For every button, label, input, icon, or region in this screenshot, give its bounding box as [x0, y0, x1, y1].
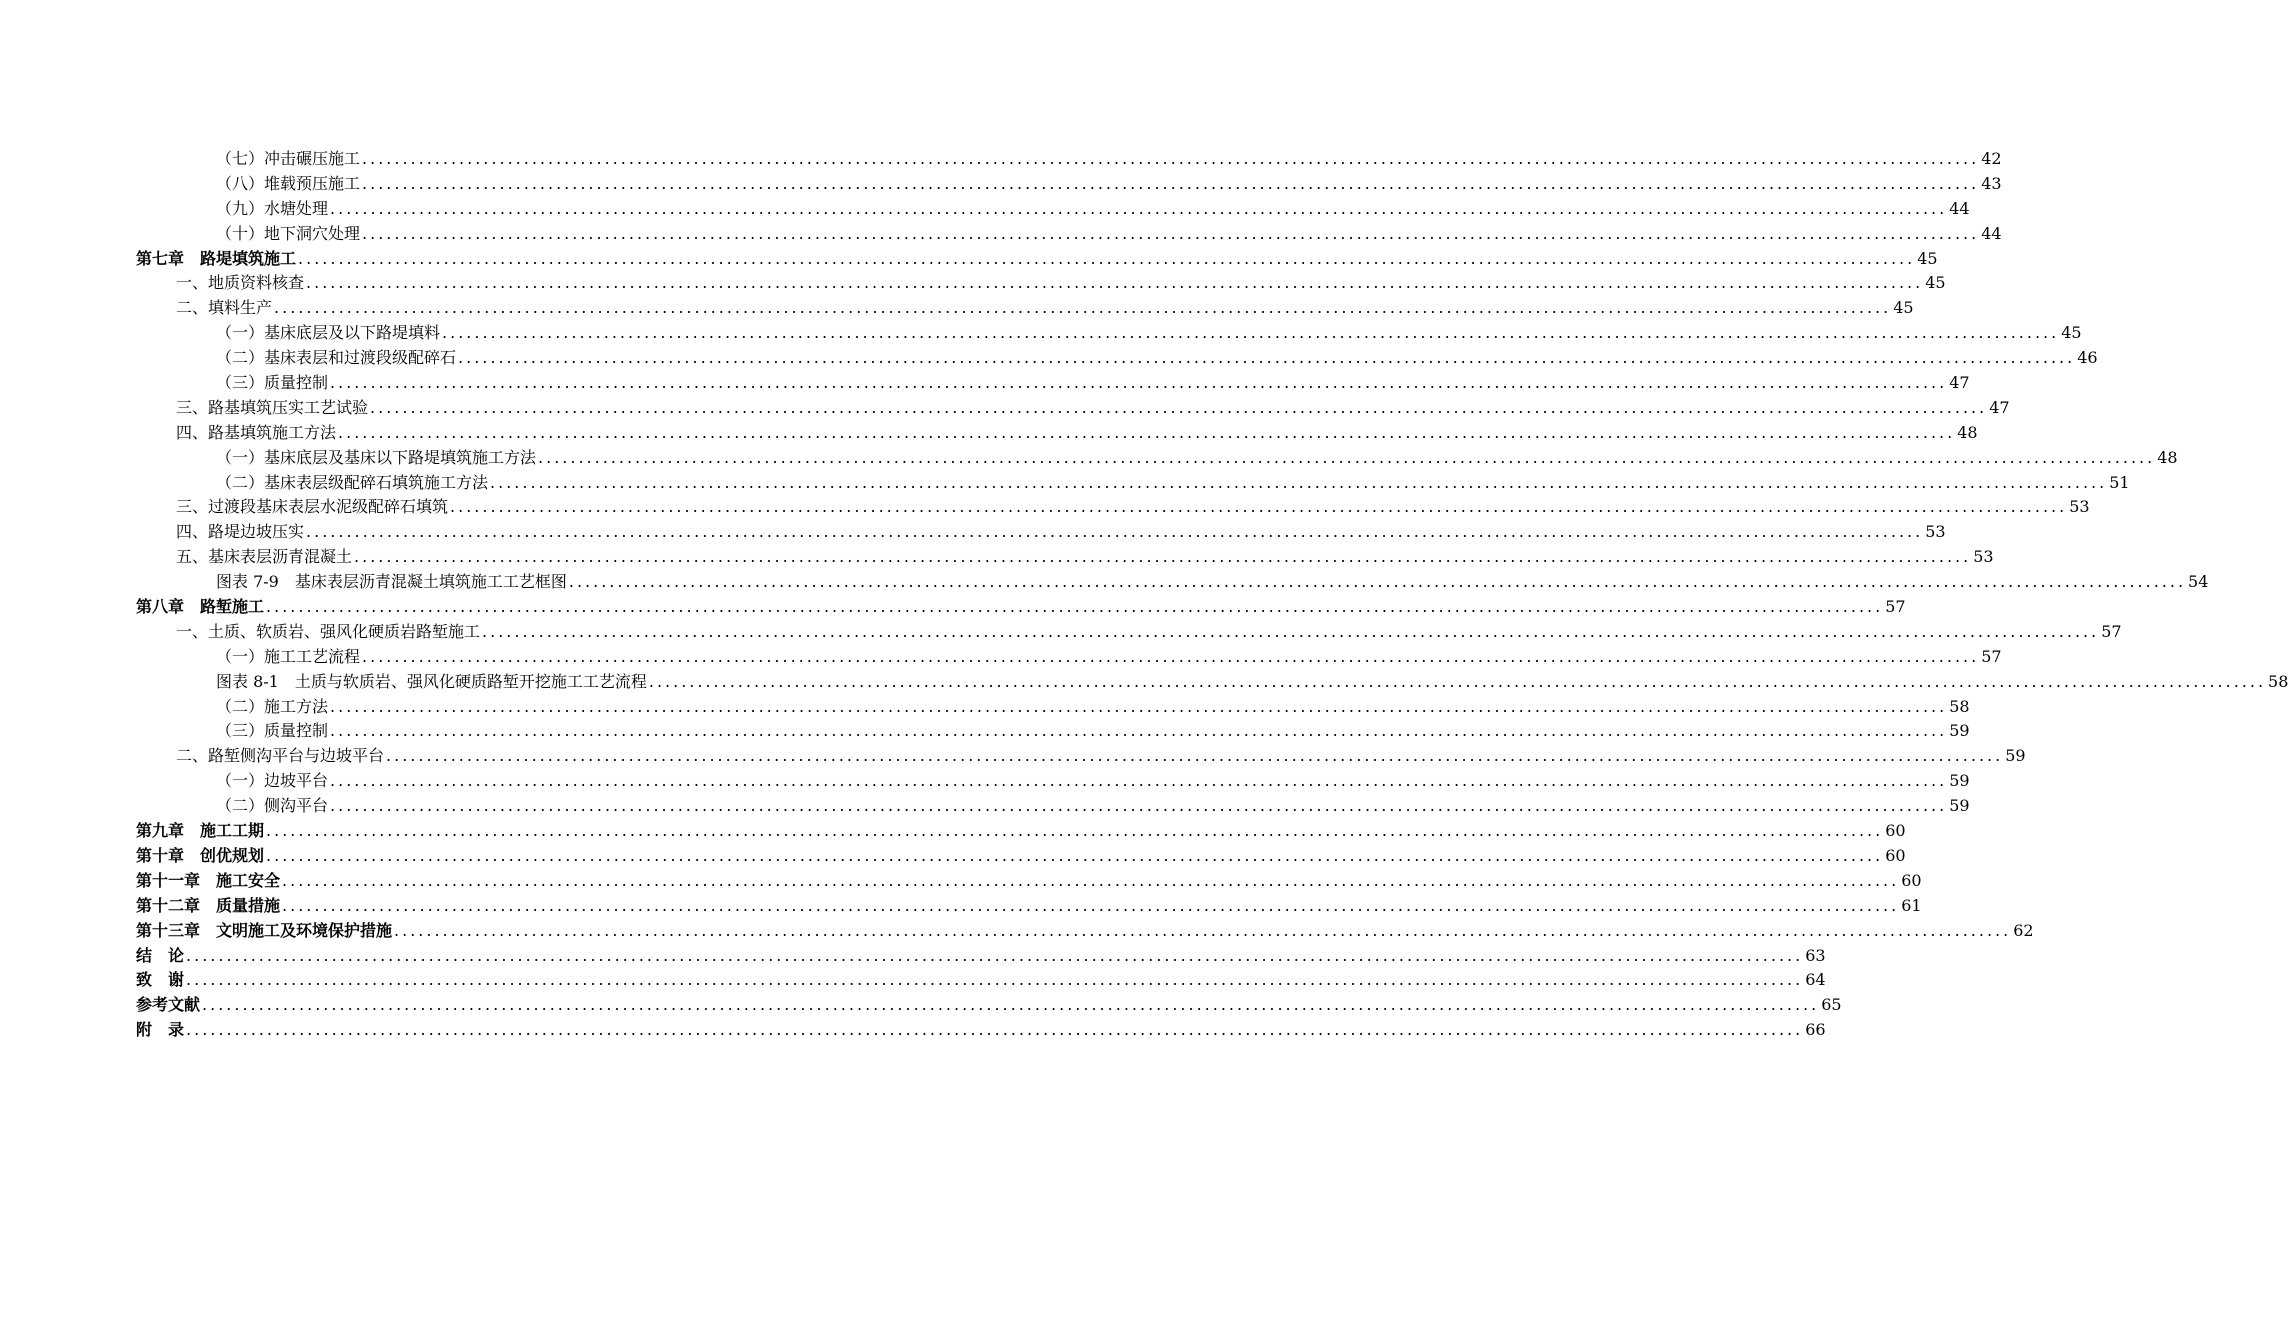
toc-entry-label: （二）基床表层级配碎石填筑施工方法: [216, 472, 489, 492]
toc-entry[interactable]: [136, 545, 1994, 570]
toc-entry[interactable]: [136, 197, 1970, 222]
toc-entry-label: （十）地下洞穴处理: [216, 223, 361, 243]
toc-dot-leader: ........................................................................................................................................................................................................: [394, 920, 2012, 940]
toc-dot-leader: ........................................................................................................................................................................................................: [202, 995, 1820, 1015]
toc-entry-label: 二、路堑侧沟平台与边坡平台: [176, 746, 385, 766]
toc-chapter-entry[interactable]: [136, 993, 1842, 1018]
toc-page-number: 60: [1885, 845, 1906, 865]
toc-entry[interactable]: [136, 670, 2288, 695]
toc-page-number: 45: [1893, 298, 1914, 318]
toc-dot-leader: ........................................................................................................................................................................................................: [266, 597, 1884, 617]
toc-page-number: 59: [1949, 796, 1970, 816]
toc-entry-label: （二）基床表层和过渡段级配碎石: [216, 348, 457, 368]
toc-dot-leader: ........................................................................................................................................................................................................: [362, 149, 1980, 168]
toc-chapter-entry[interactable]: [136, 595, 1906, 620]
toc-dot-leader: ........................................................................................................................................................................................................: [362, 646, 1980, 666]
toc-dot-leader: ........................................................................................................................................................................................................: [330, 771, 1948, 791]
toc-dot-leader: ........................................................................................................................................................................................................: [266, 821, 1884, 841]
toc-page-number: 46: [2077, 348, 2098, 368]
toc-entry[interactable]: [136, 446, 2178, 471]
toc-entry-label: （二）侧沟平台: [216, 796, 329, 816]
toc-page-number: 45: [2061, 323, 2082, 343]
toc-chapter-entry[interactable]: [136, 1018, 1826, 1043]
toc-entry[interactable]: [136, 620, 2122, 645]
toc-dot-leader: ........................................................................................................................................................................................................: [186, 1020, 1804, 1040]
toc-dot-leader: ........................................................................................................................................................................................................: [330, 373, 1948, 393]
toc-entry[interactable]: [136, 695, 1970, 720]
toc-page-number: 48: [2157, 447, 2178, 467]
toc-chapter-entry[interactable]: [136, 919, 2034, 944]
toc-entry[interactable]: [136, 271, 1946, 296]
toc-entry-label: 五、基床表层沥青混凝土: [176, 547, 353, 567]
toc-dot-leader: ........................................................................................................................................................................................................: [442, 323, 2060, 343]
toc-dot-leader: ........................................................................................................................................................................................................: [330, 796, 1948, 816]
toc-entry-label: 结 论: [136, 945, 185, 965]
toc-dot-leader: ........................................................................................................................................................................................................: [186, 945, 1804, 965]
toc-entry-label: 一、地质资料核查: [176, 273, 305, 293]
toc-dot-leader: ........................................................................................................................................................................................................: [538, 447, 2156, 467]
toc-dot-leader: ........................................................................................................................................................................................................: [330, 721, 1948, 741]
toc-page-number: 64: [1805, 970, 1826, 990]
toc-page-number: 53: [1925, 522, 1946, 542]
toc-entry-label: （七）冲击碾压施工: [216, 149, 361, 168]
toc-dot-leader: ........................................................................................................................................................................................................: [482, 621, 2100, 641]
toc-entry[interactable]: [136, 396, 2010, 421]
toc-page-number: 51: [2109, 472, 2130, 492]
toc-page-number: 57: [1981, 646, 2002, 666]
toc-entry[interactable]: [136, 520, 1946, 545]
toc-chapter-entry[interactable]: [136, 894, 1922, 919]
toc-entry-label: 一、土质、软质岩、强风化硬质岩路堑施工: [176, 621, 481, 641]
toc-entry-label: （八）堆载预压施工: [216, 173, 361, 193]
toc-chapter-entry[interactable]: [136, 247, 1938, 272]
toc-entry[interactable]: [136, 421, 1978, 446]
toc-page-number: 47: [1989, 397, 2010, 417]
toc-entry[interactable]: [136, 744, 2026, 769]
toc-page-number: 58: [1949, 696, 1970, 716]
toc-page-number: 57: [2101, 621, 2122, 641]
toc-entry-label: 第十三章 文明施工及环境保护措施: [136, 920, 393, 940]
toc-page-number: 63: [1805, 945, 1826, 965]
toc-entry-label: 四、路基填筑施工方法: [176, 422, 337, 442]
toc-entry-label: （三）质量控制: [216, 721, 329, 741]
toc-page-number: 61: [1901, 895, 1922, 915]
toc-entry[interactable]: [136, 471, 2130, 496]
toc-entry-label: 第七章 路堤填筑施工: [136, 248, 297, 268]
toc-page-number: 59: [2005, 746, 2026, 766]
toc-entry-label: 四、路堤边坡压实: [176, 522, 305, 542]
toc-entry[interactable]: [136, 495, 2090, 520]
toc-page-number: 45: [1925, 273, 1946, 293]
toc-page-number: 60: [1885, 821, 1906, 841]
toc-dot-leader: ........................................................................................................................................................................................................: [490, 472, 2108, 492]
toc-chapter-entry[interactable]: [136, 944, 1826, 969]
toc-entry[interactable]: [136, 172, 2002, 197]
toc-entry-label: 图表 8-1 土质与软质岩、强风化硬质路堑开挖施工工艺流程: [216, 671, 647, 691]
toc-dot-leader: ........................................................................................................................................................................................................: [386, 746, 2004, 766]
toc-chapter-entry[interactable]: [136, 968, 1826, 993]
toc-dot-leader: ........................................................................................................................................................................................................: [362, 173, 1980, 193]
toc-entry-label: （二）施工方法: [216, 696, 329, 716]
toc-page-number: 57: [1885, 597, 1906, 617]
toc-entry-label: （九）水塘处理: [216, 198, 329, 218]
toc-dot-leader: ........................................................................................................................................................................................................: [648, 671, 2267, 691]
toc-entry-label: 第十章 创优规划: [136, 845, 265, 865]
toc-entry-label: （一）施工工艺流程: [216, 646, 361, 666]
toc-entry-label: 致 谢: [136, 970, 185, 990]
toc-page-number: 65: [1821, 995, 1842, 1015]
toc-entry[interactable]: [136, 719, 1970, 744]
toc-entry-label: （三）质量控制: [216, 373, 329, 393]
toc-page-number: 43: [1981, 173, 2002, 193]
toc-entry[interactable]: [136, 296, 1914, 321]
toc-dot-leader: ........................................................................................................................................................................................................: [330, 696, 1948, 716]
toc-chapter-entry[interactable]: [136, 819, 1906, 844]
toc-page-number: 59: [1949, 771, 1970, 791]
toc-entry[interactable]: [136, 222, 2002, 247]
toc-entry[interactable]: [136, 321, 2082, 346]
toc-page-number: 54: [2188, 572, 2209, 592]
toc-entry-label: 三、过渡段基床表层水泥级配碎石填筑: [176, 497, 449, 517]
toc-entry-label: 第十一章 施工安全: [136, 870, 281, 890]
toc-page-number: 45: [1917, 248, 1938, 268]
toc-dot-leader: ........................................................................................................................................................................................................: [274, 298, 1892, 318]
toc-entry-label: 二、填料生产: [176, 298, 273, 318]
toc-entry[interactable]: [136, 346, 2098, 371]
toc-dot-leader: ........................................................................................................................................................................................................: [266, 845, 1884, 865]
toc-page-number: 53: [2069, 497, 2090, 517]
toc-entry-label: （一）基床底层及基床以下路堤填筑施工方法: [216, 447, 537, 467]
toc-entry[interactable]: [136, 769, 1970, 794]
toc-dot-leader: ........................................................................................................................................................................................................: [362, 223, 1980, 243]
toc-entry-label: 参考文献: [136, 995, 201, 1015]
toc-entry-label: 图表 7-9 基床表层沥青混凝土填筑施工工艺框图: [216, 572, 567, 592]
toc-page-number: 60: [1901, 870, 1922, 890]
toc-page-number: 58: [2268, 671, 2288, 691]
toc-entry[interactable]: [136, 371, 1970, 396]
toc-entry-label: 第九章 施工工期: [136, 821, 265, 841]
toc-dot-leader: ........................................................................................................................................................................................................: [568, 572, 2187, 592]
toc-entry[interactable]: [136, 147, 2002, 172]
toc-entry-label: （一）基床底层及以下路堤填料: [216, 323, 441, 343]
toc-page-number: 59: [1949, 721, 1970, 741]
toc-page-number: 44: [1949, 198, 1970, 218]
toc-chapter-entry[interactable]: [136, 869, 1922, 894]
toc-dot-leader: ........................................................................................................................................................................................................: [282, 870, 1900, 890]
toc-dot-leader: ........................................................................................................................................................................................................: [338, 422, 1956, 442]
table-of-contents: [136, 147, 2288, 1043]
toc-dot-leader: ........................................................................................................................................................................................................: [306, 273, 1924, 293]
toc-dot-leader: ........................................................................................................................................................................................................: [282, 895, 1900, 915]
toc-entry-label: 附 录: [136, 1020, 185, 1040]
toc-dot-leader: ........................................................................................................................................................................................................: [354, 547, 1972, 567]
toc-dot-leader: ........................................................................................................................................................................................................: [370, 397, 1988, 417]
toc-page-number: 66: [1805, 1020, 1826, 1040]
toc-dot-leader: ........................................................................................................................................................................................................: [330, 198, 1948, 218]
toc-dot-leader: ........................................................................................................................................................................................................: [186, 970, 1804, 990]
toc-entry-label: 第八章 路堑施工: [136, 597, 265, 617]
toc-entry[interactable]: [136, 794, 1970, 819]
toc-entry-label: 三、路基填筑压实工艺试验: [176, 397, 369, 417]
toc-dot-leader: ........................................................................................................................................................................................................: [306, 522, 1924, 542]
toc-page-number: 42: [1981, 149, 2002, 168]
toc-page-number: 62: [2013, 920, 2034, 940]
toc-dot-leader: ........................................................................................................................................................................................................: [298, 248, 1916, 268]
toc-chapter-entry[interactable]: [136, 844, 1906, 869]
toc-page-number: 53: [1973, 547, 1994, 567]
toc-entry-label: 第十二章 质量措施: [136, 895, 281, 915]
toc-dot-leader: ........................................................................................................................................................................................................: [450, 497, 2068, 517]
toc-page-number: 48: [1957, 422, 1978, 442]
toc-entry-label: （一）边坡平台: [216, 771, 329, 791]
toc-page-number: 47: [1949, 373, 1970, 393]
toc-entry[interactable]: [136, 570, 2209, 595]
toc-page-number: 44: [1981, 223, 2002, 243]
toc-entry[interactable]: [136, 645, 2002, 670]
toc-dot-leader: ........................................................................................................................................................................................................: [458, 348, 2076, 368]
